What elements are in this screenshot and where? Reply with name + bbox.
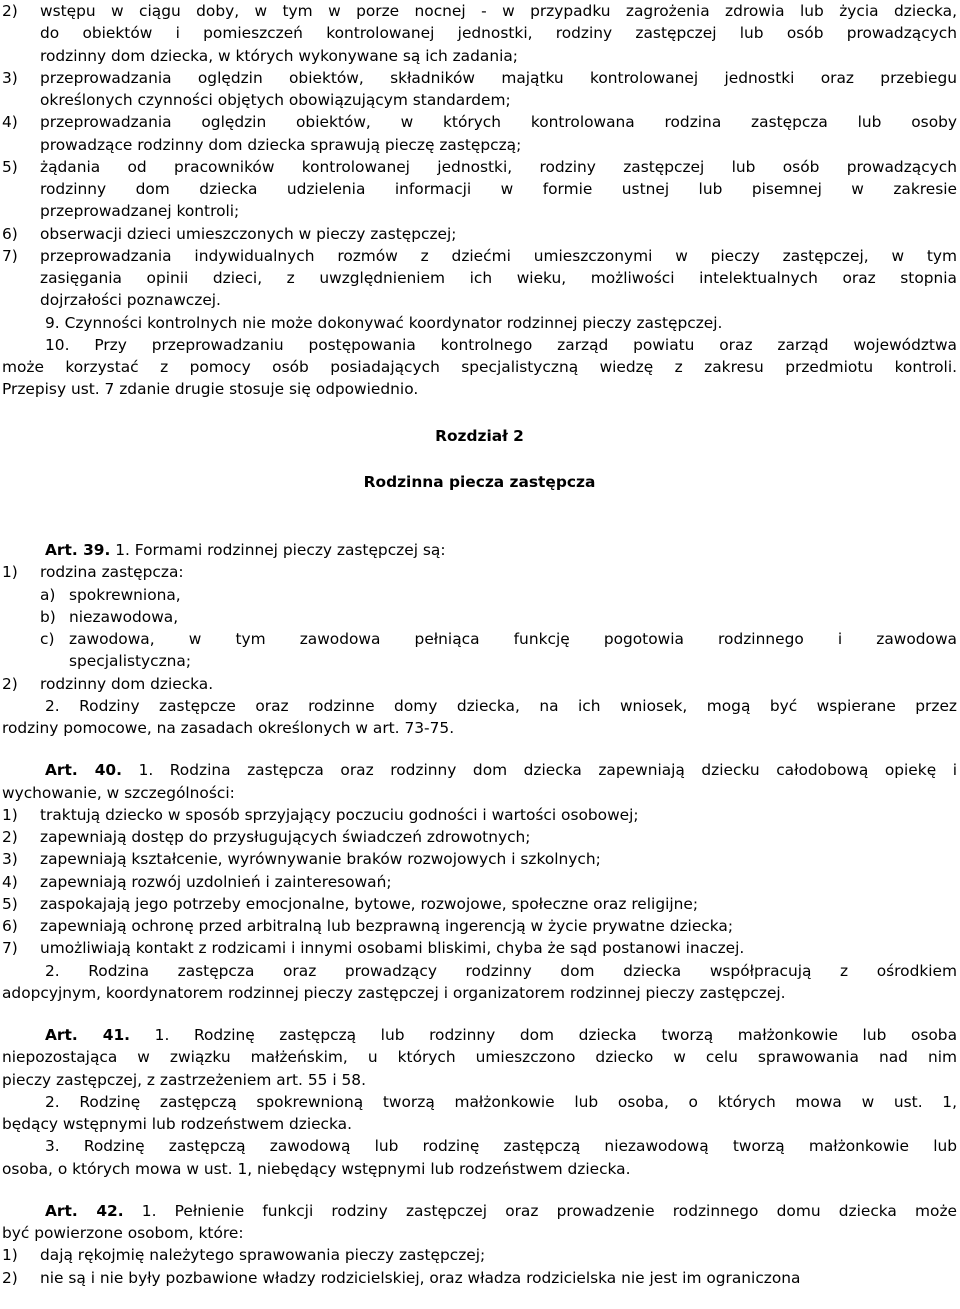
paragraph-9: 9. Czynności kontrolnych nie może dokonywać koordynator rodzinnej pieczy zastępczej.	[45, 313, 723, 332]
article-39: Art. 39. 1. Formami rodzinnej pieczy zastępczej są: 1) rodzina zastępcza: a) spokrewniona, b) niezawodowa, c) zawodowa, w tym zawodowa pełniąca funkcję pogotowia rodzinnego i zawodowa specjalistyczna; 2) rodzinny dom dziecka. 2. Rodziny zastępcze oraz rodzinne domy dziecka, na ich wniosek, mogą być wspierane przez rodziny pomocowe, na zasadach określonych w art. 73-75.	[2, 541, 957, 737]
chapter-title: Rodzinna piecza zastępcza	[363, 472, 596, 491]
list-item: 7) umożliwiają kontakt z rodzicami i innymi osobami bliskimi, chyba że sąd postanowi inaczej.	[2, 939, 745, 958]
list-item: 2) zapewniają dostęp do przysługujących świadczeń zdrowotnych;	[2, 828, 531, 846]
article-label: Art. 40.	[45, 761, 122, 780]
article-40: Art. 40. 1. Rodzina zastępcza oraz rodzinny dom dziecka zapewniają dziecku całodobową opiekę i wychowanie, w szczególności: 1) traktują dziecko w sposób sprzyjający poczuciu godności i wartości osobowej; 2) zapewniają dostęp do przysługujących świadczeń zdrowotnych; 3) zapewniają kształcenie, wyrównywanie braków rozwojowych i szkolnych; 4) zapewniają rozwój uzdolnień i zainteresowań; 5) zaspokajają jego potrzeby emocjonalne, bytowe, rozwojowe, społeczne oraz religijne; 6) zapewniają ochronę przed arbitralną lub bezprawną ingerencją w życie prywatne dziecka; 7) umożliwiają kontakt z rodzicami i innymi osobami bliskimi, chyba że sąd postanowi inaczej. 2. Rodzina zastępcza oraz prowadzący rodzinny dom dziecka współpracują z ośrodkiem adopcyjnym, koordynatorem rodzinnej pieczy zastępczej i organizatorem rodzinnej pieczy zastępczej.	[2, 761, 957, 1002]
list-item: 1) dają rękojmię należytego sprawowania pieczy zastępczej;	[2, 1246, 486, 1265]
list-item: 4) zapewniają rozwój uzdolnień i zainteresowań;	[2, 872, 392, 891]
list-item: 2) wstępu w ciągu doby, w tym w porze nocnej - w przypadku zagrożenia zdrowia lub życia dziecka, do obiektów i pomieszczeń kontrolowanej jednostki, rodziny zastępczej lub osób prowadzących rodzinny dom dziecka, w których wykonywane są ich zadania;	[2, 0, 957, 67]
list-item-text: wstępu w ciągu doby, w tym w porze nocnej - w przypadku zagrożenia zdrowia lub życia dziecka, do obiektów i pomieszczeń kontrolowanej jednostki, rodziny zastępczej lub osób prowadzących rodzinny dom dziecka, w których wykonywane są ich zadania;	[40, 2, 957, 65]
list-item: 6) zapewniają ochronę przed arbitralną lub bezprawną ingerencją w życie prywatne dziecka;	[2, 917, 734, 935]
list-item: 4) przeprowadzania oględzin obiektów, w których kontrolowana rodzina zastępcza lub osoby prowadzące rodzinny dom dziecka sprawują pieczę zastępczą;	[2, 111, 957, 156]
article-label: Art. 41.	[45, 1026, 131, 1044]
chapter-number: Rozdział 2	[435, 426, 524, 445]
sub-item: a) spokrewniona,	[40, 585, 181, 604]
article-label: Art. 39.	[45, 541, 111, 559]
list-item-text: żądania od pracowników kontrolowanej jednostki, rodziny zastępczej lub osób prowadzących rodzinny dom dziecka udzielenia informacji w formie ustnej lub pisemnej w zakresie przeprowadzanej kontroli;	[40, 157, 957, 221]
list-item: 3) zapewniają kształcenie, wyrównywanie braków rozwojowych i szkolnych;	[2, 850, 601, 869]
article-42: Art. 42. 1. Pełnienie funkcji rodziny zastępczej oraz prowadzenie rodzinnego domu dziecka może być powierzone osobom, które: 1) dają rękojmię należytego sprawowania pieczy zastępczej; 2) nie są i nie były pozbawione władzy rodzicielskiej, oraz władza rodzicielska nie jest im ograniczona	[2, 1200, 957, 1289]
list-item: 7) przeprowadzania indywidualnych rozmów z dziećmi umieszczonymi w pieczy zastępczej, w tym zasięgania opinii dzieci, z uwzględnieniem ich wieku, możliwości intelektualnych oraz stopnia dojrzałości poznawczej.	[2, 245, 957, 312]
paragraph-10: 10. Przy przeprowadzaniu postępowania kontrolnego zarząd powiatu oraz zarząd województwa może korzystać z pomocy osób posiadających specjalistyczną wiedzę z zakresu przedmiotu kontroli. Przepisy ust. 7 zdanie drugie stosuje się odpowiednio.	[2, 335, 957, 399]
sub-item: b) niezawodowa,	[40, 607, 179, 626]
list-item-text: obserwacji dzieci umieszczonych w pieczy zastępczej;	[40, 224, 457, 243]
control-powers-list	[2, 0, 957, 312]
article-41: Art. 41. 1. Rodzinę zastępczą lub rodzinny dom dziecka tworzą małżonkowie lub osoba niepozostająca w związku małżeńskim, u których umieszczono dziecko w celu sprawowania nad nim pieczy zastępczej, z zastrzeżeniem art. 55 i 58. 2. Rodzinę zastępczą spokrewnioną tworzą małżonkowie lub osoba, o których mowa w ust. 1, będący wstępnymi lub rodzeństwem dziecka. 3. Rodzinę zastępczą zawodową lub rodzinę zastępczą niezawodową tworzą małżonkowie lub osoba, o których mowa w ust. 1, niebędący wstępnymi lub rodzeństwem dziecka.	[2, 1026, 957, 1178]
list-item: 2) nie są i nie były pozbawione władzy rodzicielskiej, oraz władza rodzicielska nie jest im ograniczona	[2, 1268, 801, 1287]
list-item: 5) zaspokajają jego potrzeby emocjonalne, bytowe, rozwojowe, społeczne oraz religijne;	[2, 894, 699, 913]
list-item: 2) rodzinny dom dziecka.	[2, 674, 214, 693]
list-item: 6) obserwacji dzieci umieszczonych w pieczy zastępczej;	[2, 223, 957, 245]
list-item: 1) rodzina zastępcza:	[2, 563, 184, 582]
sub-item: c) zawodowa, w tym zawodowa pełniąca funkcję pogotowia rodzinnego i zawodowa specjalistyczna;	[40, 630, 957, 671]
list-item: 1) traktują dziecko w sposób sprzyjający poczuciu godności i wartości osobowej;	[2, 805, 639, 824]
article-label: Art. 42.	[45, 1201, 124, 1220]
list-item: 5) żądania od pracowników kontrolowanej jednostki, rodziny zastępczej lub osób prowadzących rodzinny dom dziecka udzielenia informacji w formie ustnej lub pisemnej w zakresie przeprowadzanej kontroli;	[2, 156, 957, 223]
list-item-text: przeprowadzania indywidualnych rozmów z dziećmi umieszczonymi w pieczy zastępczej, w tym zasięgania opinii dzieci, z uwzględnieniem ich wieku, możliwości intelektualnych oraz stopnia dojrzałości poznawczej.	[40, 246, 957, 310]
list-item: 3) przeprowadzania oględzin obiektów, składników majątku kontrolowanej jednostki oraz przebiegu określonych czynności objętych obowiązującym standardem;	[2, 67, 957, 112]
list-item-text: przeprowadzania oględzin obiektów, składników majątku kontrolowanej jednostki oraz przebiegu określonych czynności objętych obowiązującym standardem;	[40, 68, 957, 109]
list-item-text: przeprowadzania oględzin obiektów, w których kontrolowana rodzina zastępcza lub osoby prowadzące rodzinny dom dziecka sprawują pieczę zastępczą;	[40, 113, 957, 154]
